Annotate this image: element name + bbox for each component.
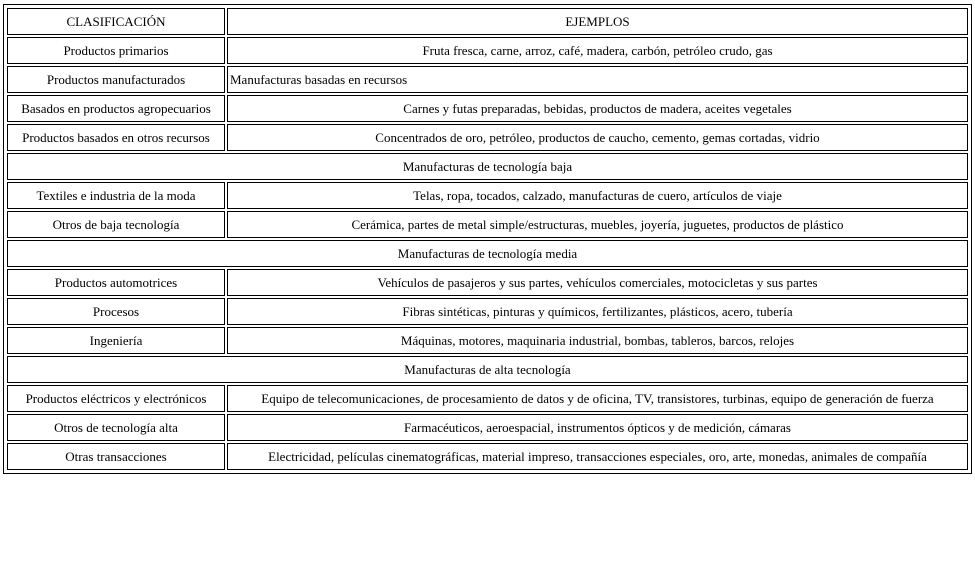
classification-table-frame: [3, 4, 972, 474]
classification-cell: Productos manufacturados: [7, 66, 225, 93]
examples-cell: Máquinas, motores, maquinaria industrial, bombas, tableros, barcos, relojes: [227, 327, 968, 354]
row-automotrices: [7, 269, 968, 296]
header-row: [7, 8, 968, 35]
examples-cell: Cerámica, partes de metal simple/estructuras, muebles, joyería, juguetes, productos de plástico: [227, 211, 968, 238]
section-alta-tecnologia: [7, 356, 968, 383]
examples-cell: Farmacéuticos, aeroespacial, instrumentos ópticos y de medición, cámaras: [227, 414, 968, 441]
section-header: Manufacturas de tecnología baja: [7, 153, 968, 180]
header-classification: CLASIFICACIÓN: [7, 8, 225, 35]
section-tecnologia-media: [7, 240, 968, 267]
row-textiles: [7, 182, 968, 209]
row-productos-manufacturados: [7, 66, 968, 93]
row-ingenieria: [7, 327, 968, 354]
row-otros-baja: [7, 211, 968, 238]
classification-cell: Otros de baja tecnología: [7, 211, 225, 238]
row-agropecuarios: [7, 95, 968, 122]
row-otras-transacciones: [7, 443, 968, 470]
section-tecnologia-baja: [7, 153, 968, 180]
classification-cell: Productos eléctricos y electrónicos: [7, 385, 225, 412]
row-otros-alta: [7, 414, 968, 441]
classification-cell: Productos automotrices: [7, 269, 225, 296]
classification-cell: Otros de tecnología alta: [7, 414, 225, 441]
row-otros-recursos: [7, 124, 968, 151]
classification-cell: Basados en productos agropecuarios: [7, 95, 225, 122]
row-procesos: [7, 298, 968, 325]
table-body: [7, 8, 968, 470]
classification-cell: Ingeniería: [7, 327, 225, 354]
examples-cell: Telas, ropa, tocados, calzado, manufacturas de cuero, artículos de viaje: [227, 182, 968, 209]
classification-table: [5, 6, 970, 472]
examples-cell: Manufacturas basadas en recursos: [227, 66, 968, 93]
examples-cell: Equipo de telecomunicaciones, de procesamiento de datos y de oficina, TV, transistores, turbinas, equipo de generación de fuerza: [227, 385, 968, 412]
classification-cell: Procesos: [7, 298, 225, 325]
examples-cell: Carnes y futas preparadas, bebidas, productos de madera, aceites vegetales: [227, 95, 968, 122]
classification-cell: Textiles e industria de la moda: [7, 182, 225, 209]
classification-cell: Productos basados en otros recursos: [7, 124, 225, 151]
examples-cell: Vehículos de pasajeros y sus partes, vehículos comerciales, motocicletas y sus partes: [227, 269, 968, 296]
examples-cell: Electricidad, películas cinematográficas, material impreso, transacciones especiales, oro, arte, monedas, animales de compañía: [227, 443, 968, 470]
row-productos-primarios: [7, 37, 968, 64]
header-examples: EJEMPLOS: [227, 8, 968, 35]
section-header: Manufacturas de alta tecnología: [7, 356, 968, 383]
examples-cell: Fibras sintéticas, pinturas y químicos, fertilizantes, plásticos, acero, tubería: [227, 298, 968, 325]
section-header: Manufacturas de tecnología media: [7, 240, 968, 267]
row-electricos: [7, 385, 968, 412]
examples-cell: Concentrados de oro, petróleo, productos de caucho, cemento, gemas cortadas, vidrio: [227, 124, 968, 151]
classification-cell: Productos primarios: [7, 37, 225, 64]
classification-cell: Otras transacciones: [7, 443, 225, 470]
examples-cell: Fruta fresca, carne, arroz, café, madera, carbón, petróleo crudo, gas: [227, 37, 968, 64]
